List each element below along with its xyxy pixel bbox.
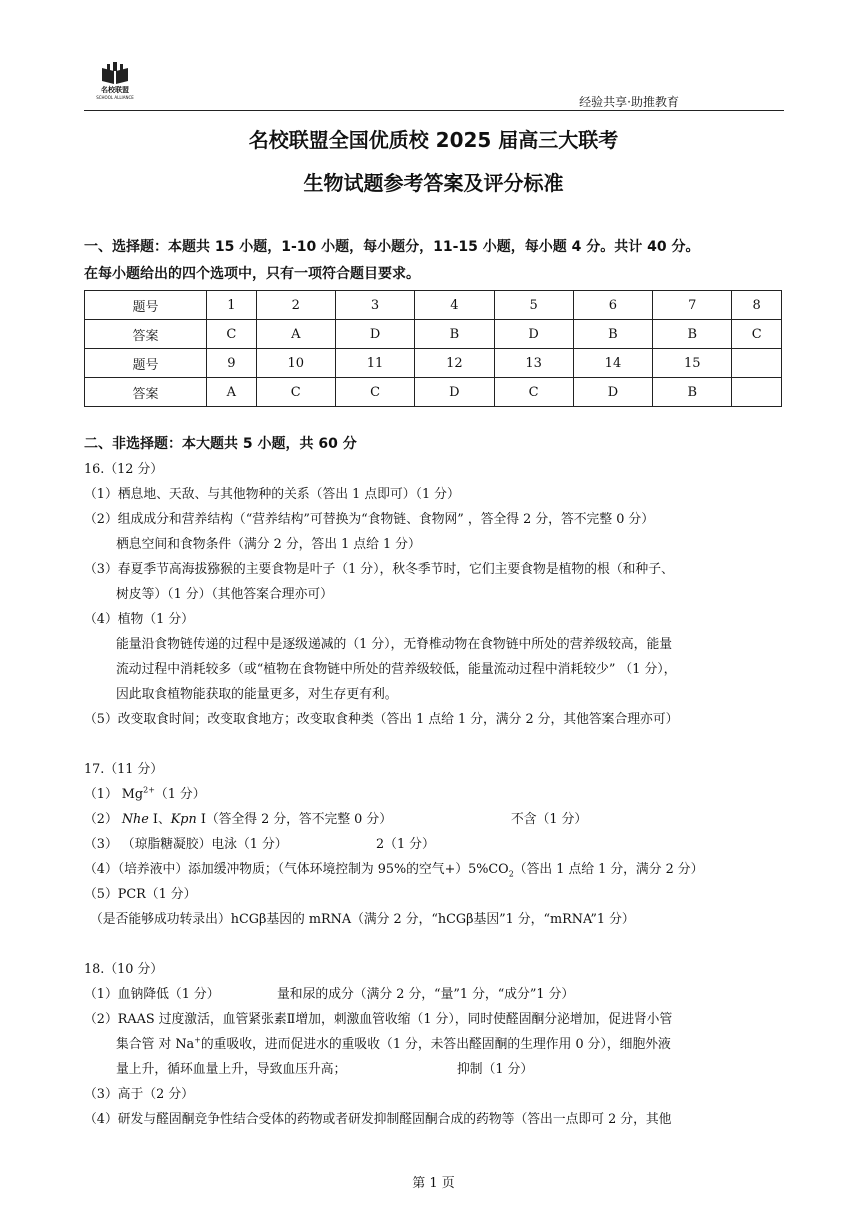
q17-answer-1-charge: 2+ [143,785,155,795]
q18-answer-2b [116,1036,671,1054]
q17-answer-5b: （是否能够成功转录出）hCGβ基因的 mRNA（满分 2 分，“hCGβ基因”1 分，“mRNA”1 分） [90,912,635,927]
table-cell: 12 [415,349,494,378]
table-cell: C [732,320,782,349]
q18-answer-2b-text: 集合管 对 Na [116,1037,195,1052]
table-cell: 10 [256,349,335,378]
q17-heading: 17.（11 分） [84,762,164,777]
q17-answer-1-text: （1） Mg [84,787,144,802]
table-cell: 13 [494,349,573,378]
table-cell: 15 [653,349,732,378]
table-cell: B [415,320,494,349]
table-cell: 14 [573,349,652,378]
q18-answer-2: （2）RAAS 过度激活，血管紧张素Ⅱ增加，刺激血管收缩（1 分），同时使醛固酮分泌增加，促进肾小管 [84,1012,673,1027]
q17-answer-1 [84,786,206,804]
q17-answer-3: （3） （琼脂糖凝胶）电泳（1 分） [84,837,288,852]
table-cell: 7 [653,291,732,320]
table-cell: D [335,320,414,349]
table-cell: D [573,378,652,407]
q18-heading: 18.（10 分） [84,962,164,977]
table-row [85,291,782,320]
table-cell: C [494,378,573,407]
table-cell: 3 [335,291,414,320]
table-cell: 9 [207,349,257,378]
table-cell: 4 [415,291,494,320]
table-cell: 1 [207,291,257,320]
header-slogan: 经验共享·助推教育 [579,95,679,109]
header-divider [84,110,784,111]
table-cell: 5 [494,291,573,320]
q16-answer-2: （2）组成成分和营养结构（“营养结构”可替换为“食物链、食物网” ，答全得 2 分，答不完整 0 分） [84,512,655,527]
table-row-header: 题号 [85,349,207,378]
q17-answer-4 [84,861,703,879]
table-cell: C [335,378,414,407]
q16-answer-5: （5）改变取食时间；改变取食地方；改变取食种类（答出 1 点给 1 分，满分 2 分，其他答案合理亦可） [84,712,679,727]
q16-answer-2b: 栖息空间和食物条件（满分 2 分，答出 1 点给 1 分） [116,537,421,552]
q17-answer-2-right: 不含（1 分） [511,812,588,827]
q17-answer-2-mid: Ⅰ、 [148,812,171,827]
table-cell: 11 [335,349,414,378]
q16-answer-3: （3）春夏季节高海拔猕猴的主要食物是叶子（1 分），秋冬季节时，它们主要食物是植物的根（和种子、 [84,562,674,577]
q17-enzyme-kpn: Kpn [170,812,197,827]
table-cell [732,349,782,378]
q16-answer-3b: 树皮等）（1 分）（其他答案合理亦可） [116,587,333,602]
q16-answer-1: （1）栖息地、天敌、与其他物种的关系（答出 1 点即可）（1 分） [84,487,460,502]
q18-answer-1: （1）血钠降低（1 分） [84,987,220,1002]
q16-answer-4d: 因此取食植物能获取的能量更多，对生存更有利。 [116,687,398,702]
table-row [85,320,782,349]
table-cell: C [207,320,257,349]
q17-answer-2-prefix: （2） [84,812,122,827]
table-cell [732,378,782,407]
answer-table [84,290,782,407]
table-cell: B [573,320,652,349]
q18-answer-3: （3）高于（2 分） [84,1087,194,1102]
table-row [85,349,782,378]
table-cell: C [256,378,335,407]
q17-answer-1-score: （1 分） [154,787,206,802]
q16-answer-4b: 能量沿食物链传递的过程中是逐级递减的（1 分），无脊椎动物在食物链中所处的营养级较高，能量 [116,637,673,652]
q17-answer-4-score: （答出 1 点给 1 分，满分 2 分） [513,862,704,877]
q16-heading: 16.（12 分） [84,462,164,477]
q18-answer-2c: 量上升，循环血量上升，导致血压升高； [116,1062,347,1077]
q18-answer-2b-rest: 的重吸收，进而促进水的重吸收（1 分，未答出醛固酮的生理作用 0 分），细胞外液 [200,1037,671,1052]
q17-answer-4-text: （4）（培养液中）添加缓冲物质；（气体环境控制为 95%的空气+）5%CO [84,862,509,877]
school-alliance-logo [92,62,138,100]
q17-answer-3-right: 2（1 分） [376,837,435,852]
q16-answer-4: （4）植物（1 分） [84,612,194,627]
book-logo-icon [100,62,130,86]
table-cell: 2 [256,291,335,320]
q16-answer-4c: 流动过程中消耗较多（或“植物在食物链中所处的营养级较低，能量流动过程中消耗较少” （1 分）， [116,662,677,677]
table-cell: 6 [573,291,652,320]
logo-text: 名校联盟 [101,86,129,94]
q18-answer-4: （4）研发与醛固酮竞争性结合受体的药物或者研发抑制醛固酮合成的药物等（答出一点即可 2 分，其他 [84,1112,672,1127]
q17-answer-5: （5）PCR（1 分） [84,887,197,902]
section1-heading: 一、选择题：本题共 15 小题，1-10 小题，每小题分，11-15 小题，每小题 4 分。共计 40 分。 [84,239,700,255]
page-number: 第 1 页 [412,1176,455,1191]
table-cell: 8 [732,291,782,320]
q17-answer-4-subscript: 2 [508,869,514,879]
logo-subtext: SCHOOL ALLIANCE [96,95,134,100]
table-row-header: 答案 [85,378,207,407]
table-cell: D [415,378,494,407]
page-title: 名校联盟全国优质校 2025 届高三大联考 [248,128,619,152]
q17-enzyme-nhe: Nhe [121,812,149,827]
table-cell: A [207,378,257,407]
page-subtitle: 生物试题参考答案及评分标准 [303,171,564,195]
table-cell: B [653,320,732,349]
section2-heading: 二、非选择题：本大题共 5 小题，共 60 分 [84,436,357,452]
table-cell: D [494,320,573,349]
section1-subheading: 在每小题给出的四个选项中，只有一项符合题目要求。 [84,266,420,282]
table-cell: B [653,378,732,407]
q18-answer-1-right: 量和尿的成分（满分 2 分，“量”1 分，“成分”1 分） [277,987,575,1002]
q17-answer-2 [84,811,392,829]
q17-answer-2-score: Ⅰ（答全得 2 分，答不完整 0 分） [196,812,392,827]
table-cell: A [256,320,335,349]
table-row-header: 答案 [85,320,207,349]
q18-answer-2c-right: 抑制（1 分） [457,1062,534,1077]
table-row [85,378,782,407]
table-row-header: 题号 [85,291,207,320]
q18-answer-2b-charge: + [194,1035,201,1045]
